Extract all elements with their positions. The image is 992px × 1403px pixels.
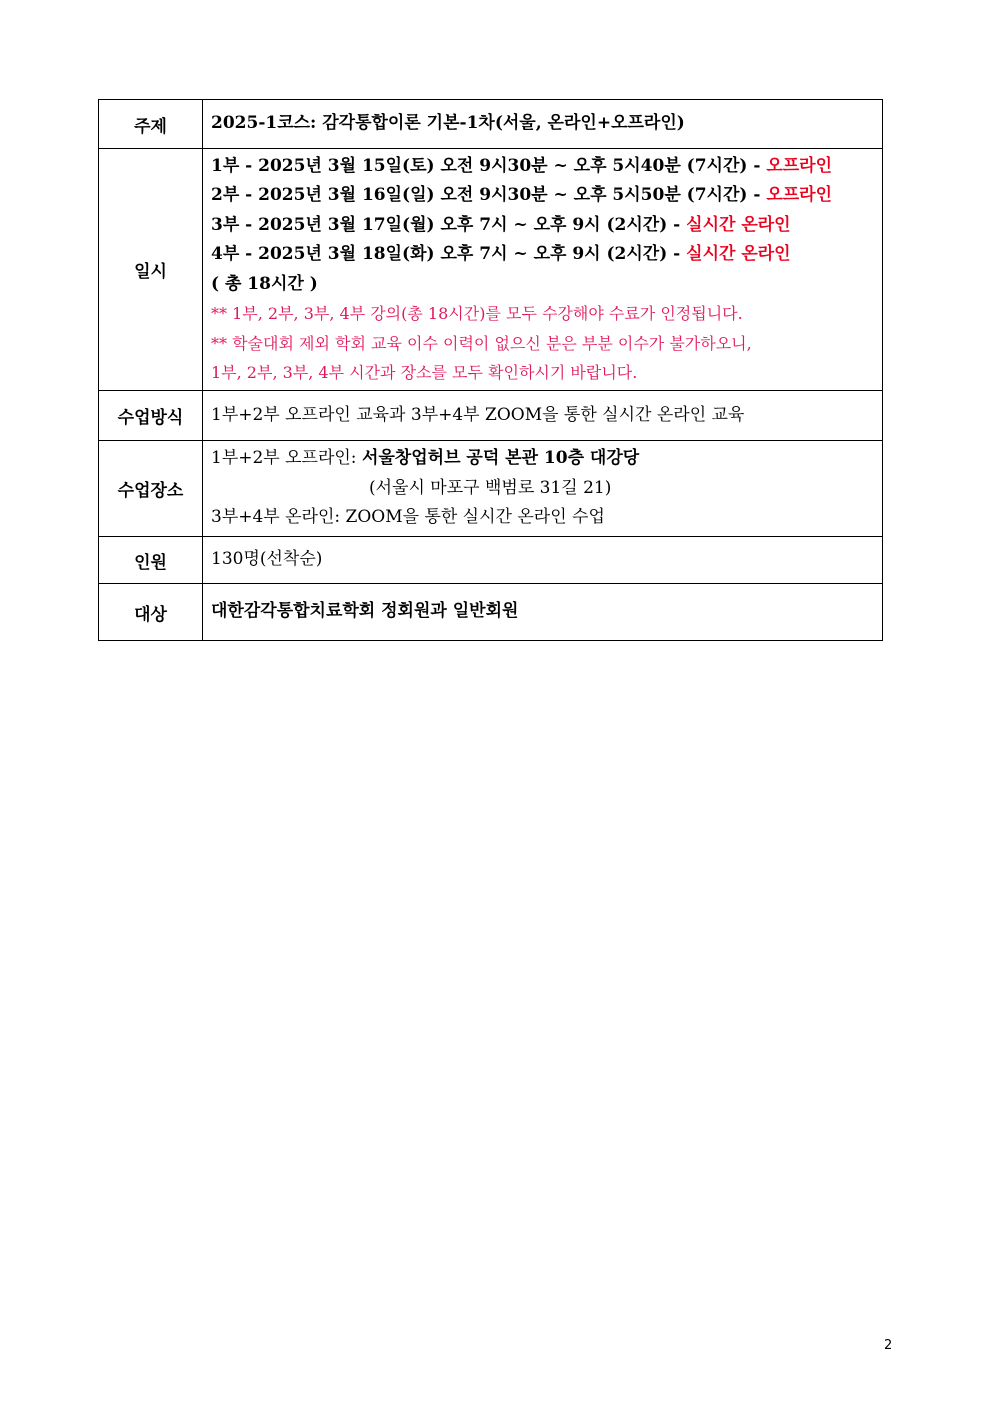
venue-cell — [203, 441, 883, 537]
session-line: 2부 - 2025년 3월 16일(일) 오전 9시30분 ~ 오후 5시50분 (7시간) - 오프라인 — [211, 185, 833, 205]
offline-venue-place: 서울창업허브 공덕 본관 10층 대강당 — [361, 448, 640, 469]
venue-row — [99, 441, 883, 537]
note-line: ** 1부, 2부, 3부, 4부 강의(총 18시간)를 모두 수강해야 수료가 인정됩니다. — [211, 304, 743, 323]
offline-venue-line: 1부+2부 오프라인: 서울창업허브 공덕 본관 10층 대강당 — [211, 448, 640, 469]
session-line: 4부 - 2025년 3월 18일(화) 오후 7시 ~ 오후 9시 (2시간) - 실시간 온라인 — [211, 244, 791, 264]
total-hours: ( 총 18시간 ) — [211, 273, 318, 294]
schedule-row — [99, 149, 883, 391]
session-mode: 오프라인 — [766, 185, 833, 205]
capacity-text: 130명(선착순) — [203, 537, 883, 584]
session-line: 3부 - 2025년 3월 17일(월) 오후 7시 ~ 오후 9시 (2시간) - 실시간 온라인 — [211, 214, 791, 235]
course-info-table — [98, 99, 883, 641]
capacity-row — [99, 537, 883, 584]
target-text: 대한감각통합치료학회 정회원과 일반회원 — [203, 584, 883, 641]
page-number: 2 — [884, 1338, 893, 1353]
topic-label: 주제 — [99, 100, 203, 149]
topic-row — [99, 100, 883, 149]
session-line: 1부 - 2025년 3월 15일(토) 오전 9시30분 ~ 오후 5시40분 (7시간) - 오프라인 — [211, 155, 833, 176]
target-label: 대상 — [99, 584, 203, 641]
method-label: 수업방식 — [99, 391, 203, 441]
session-mode: 실시간 온라인 — [686, 244, 791, 264]
schedule-label: 일시 — [99, 149, 203, 391]
method-text: 1부+2부 오프라인 교육과 3부+4부 ZOOM을 통한 실시간 온라인 교육 — [203, 391, 883, 441]
method-row — [99, 391, 883, 441]
venue-address: (서울시 마포구 백범로 31길 21) — [369, 477, 612, 498]
session-mode: 실시간 온라인 — [686, 214, 791, 235]
target-row — [99, 584, 883, 641]
topic-text: 2025-1코스: 감각통합이론 기본-1차(서울, 온라인+오프라인) — [203, 100, 883, 149]
session-mode: 오프라인 — [766, 155, 833, 176]
venue-label: 수업장소 — [99, 441, 203, 537]
note-line: ** 학술대회 제외 학회 교육 이수 이력이 없으신 분은 부분 이수가 불가하오니, — [211, 333, 752, 353]
note-line: 1부, 2부, 3부, 4부 시간과 장소를 모두 확인하시기 바랍니다. — [211, 363, 638, 382]
online-venue-line: 3부+4부 온라인: ZOOM을 통한 실시간 온라인 수업 — [211, 507, 605, 528]
schedule-cell — [203, 149, 883, 391]
capacity-label: 인원 — [99, 537, 203, 584]
